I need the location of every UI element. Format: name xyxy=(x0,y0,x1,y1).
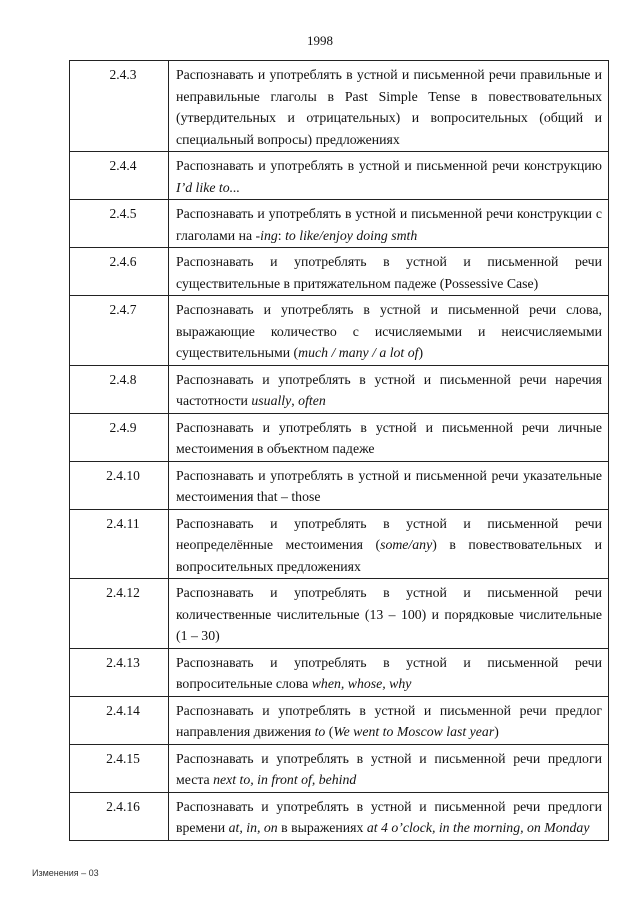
requirement-code: 2.4.3 xyxy=(70,61,169,152)
requirement-text xyxy=(169,579,609,649)
table-row xyxy=(70,413,609,461)
italic-example-text: much / many / a lot of xyxy=(298,345,419,360)
text-fragment: ) xyxy=(418,345,424,360)
text-fragment: Распознавать и употреблять в устной и письменной речи конструкцию xyxy=(176,158,602,173)
requirement-code: 2.4.11 xyxy=(70,509,169,579)
italic-example-text: -ing xyxy=(255,227,278,243)
requirement-text xyxy=(169,200,609,248)
table-row xyxy=(70,648,609,696)
italic-example-text: usually xyxy=(251,393,292,408)
requirement-text xyxy=(169,61,609,152)
italic-example-text: next to, in front of, behind xyxy=(213,772,357,787)
requirement-code: 2.4.13 xyxy=(70,648,169,696)
requirement-code: 2.4.5 xyxy=(70,200,169,248)
text-fragment: Распознавать и употреблять в устной и письменной речи наречия частотности xyxy=(176,371,602,408)
text-fragment: Распознавать и употреблять в устной и письменной речи слова, выражающие количество с исчисляемыми и неисчисляемыми существительными ( xyxy=(176,302,602,360)
requirement-text xyxy=(169,296,609,366)
text-fragment: : xyxy=(277,227,286,243)
requirement-code: 2.4.10 xyxy=(70,461,169,509)
text-fragment: Распознавать и употреблять в устной и письменной речи неопределённые местоимения ( xyxy=(176,515,602,552)
italic-example-text: when, whose, why xyxy=(311,676,412,691)
requirement-text xyxy=(169,461,609,509)
table-row xyxy=(70,696,609,744)
table-row xyxy=(70,461,609,509)
text-fragment: Распознавать и употреблять в устной и письменной речи количественные числительные (13 – 100) и порядковые числительные (1 – 30) xyxy=(176,585,602,643)
text-fragment: , xyxy=(291,393,299,408)
requirement-text xyxy=(169,413,609,461)
requirements-table xyxy=(69,60,609,841)
table-row xyxy=(70,579,609,649)
text-fragment: Распознавать и употреблять в устной и письменной речи конструкции с глаголами на xyxy=(176,206,602,243)
page-number: 1998 xyxy=(307,33,333,48)
table-row xyxy=(70,152,609,200)
italic-example-text: We went to Moscow last year xyxy=(333,724,495,739)
requirement-code: 2.4.8 xyxy=(70,365,169,413)
requirement-code: 2.4.4 xyxy=(70,152,169,200)
text-fragment: в выражениях xyxy=(277,820,367,835)
requirement-text xyxy=(169,248,609,296)
text-fragment: Распознавать и употреблять в устной и письменной речи указательные местоимения that – those xyxy=(176,467,602,504)
table-row xyxy=(70,61,609,152)
requirement-text xyxy=(169,509,609,579)
requirement-text xyxy=(169,365,609,413)
text-fragment: Распознавать и употреблять в устной и письменной речи правильные и неправильные глаголы в Past Simple Tense в повествовательных (утвердительных и отрицательных) и вопросительных (общий и специальный вопросы) предложениях xyxy=(176,67,602,147)
table-row xyxy=(70,365,609,413)
table-row xyxy=(70,248,609,296)
text-fragment: Распознавать и употреблять в устной и письменной речи предлоги времени xyxy=(176,798,602,835)
italic-example-text: I’d like to... xyxy=(176,179,240,195)
requirement-text xyxy=(169,792,609,840)
italic-example-text: at 4 o’clock, in the morning, on Monday xyxy=(366,820,590,835)
requirement-code: 2.4.6 xyxy=(70,248,169,296)
text-fragment: Распознавать и употреблять в устной и письменной речи вопросительные слова xyxy=(176,654,602,691)
requirement-text xyxy=(169,152,609,200)
text-fragment: Распознавать и употреблять в устной и письменной речи личные местоимения в объектном падеже xyxy=(176,419,602,456)
text-fragment: Распознавать и употреблять в устной и письменной речи предлоги места xyxy=(176,750,602,787)
requirement-code: 2.4.9 xyxy=(70,413,169,461)
requirement-code: 2.4.14 xyxy=(70,696,169,744)
requirement-code: 2.4.15 xyxy=(70,744,169,792)
requirement-text xyxy=(169,696,609,744)
footer-revision: Изменения – 03 xyxy=(32,868,99,878)
table-row xyxy=(70,200,609,248)
text-fragment: Распознавать и употреблять в устной и письменной речи предлог направления движения xyxy=(176,702,602,739)
italic-example-text: at, in, on xyxy=(228,820,278,835)
text-fragment: Распознавать и употреблять в устной и письменной речи существительные в притяжательном падеже (Possessive Case) xyxy=(176,254,602,291)
requirement-code: 2.4.16 xyxy=(70,792,169,840)
requirement-text xyxy=(169,648,609,696)
table-row xyxy=(70,296,609,366)
text-fragment: ( xyxy=(325,724,334,739)
requirement-text xyxy=(169,744,609,792)
italic-example-text: to xyxy=(314,724,326,739)
table-row xyxy=(70,744,609,792)
italic-example-text: often xyxy=(298,393,326,408)
requirement-code: 2.4.7 xyxy=(70,296,169,366)
table-row xyxy=(70,792,609,840)
italic-example-text: some/any xyxy=(380,537,433,552)
text-fragment: ) xyxy=(494,724,499,739)
text-fragment: ) в повествовательных и вопросительных предложениях xyxy=(176,537,602,574)
italic-example-text: to like/enjoy doing smth xyxy=(285,227,418,243)
requirement-code: 2.4.12 xyxy=(70,579,169,649)
table-row xyxy=(70,509,609,579)
